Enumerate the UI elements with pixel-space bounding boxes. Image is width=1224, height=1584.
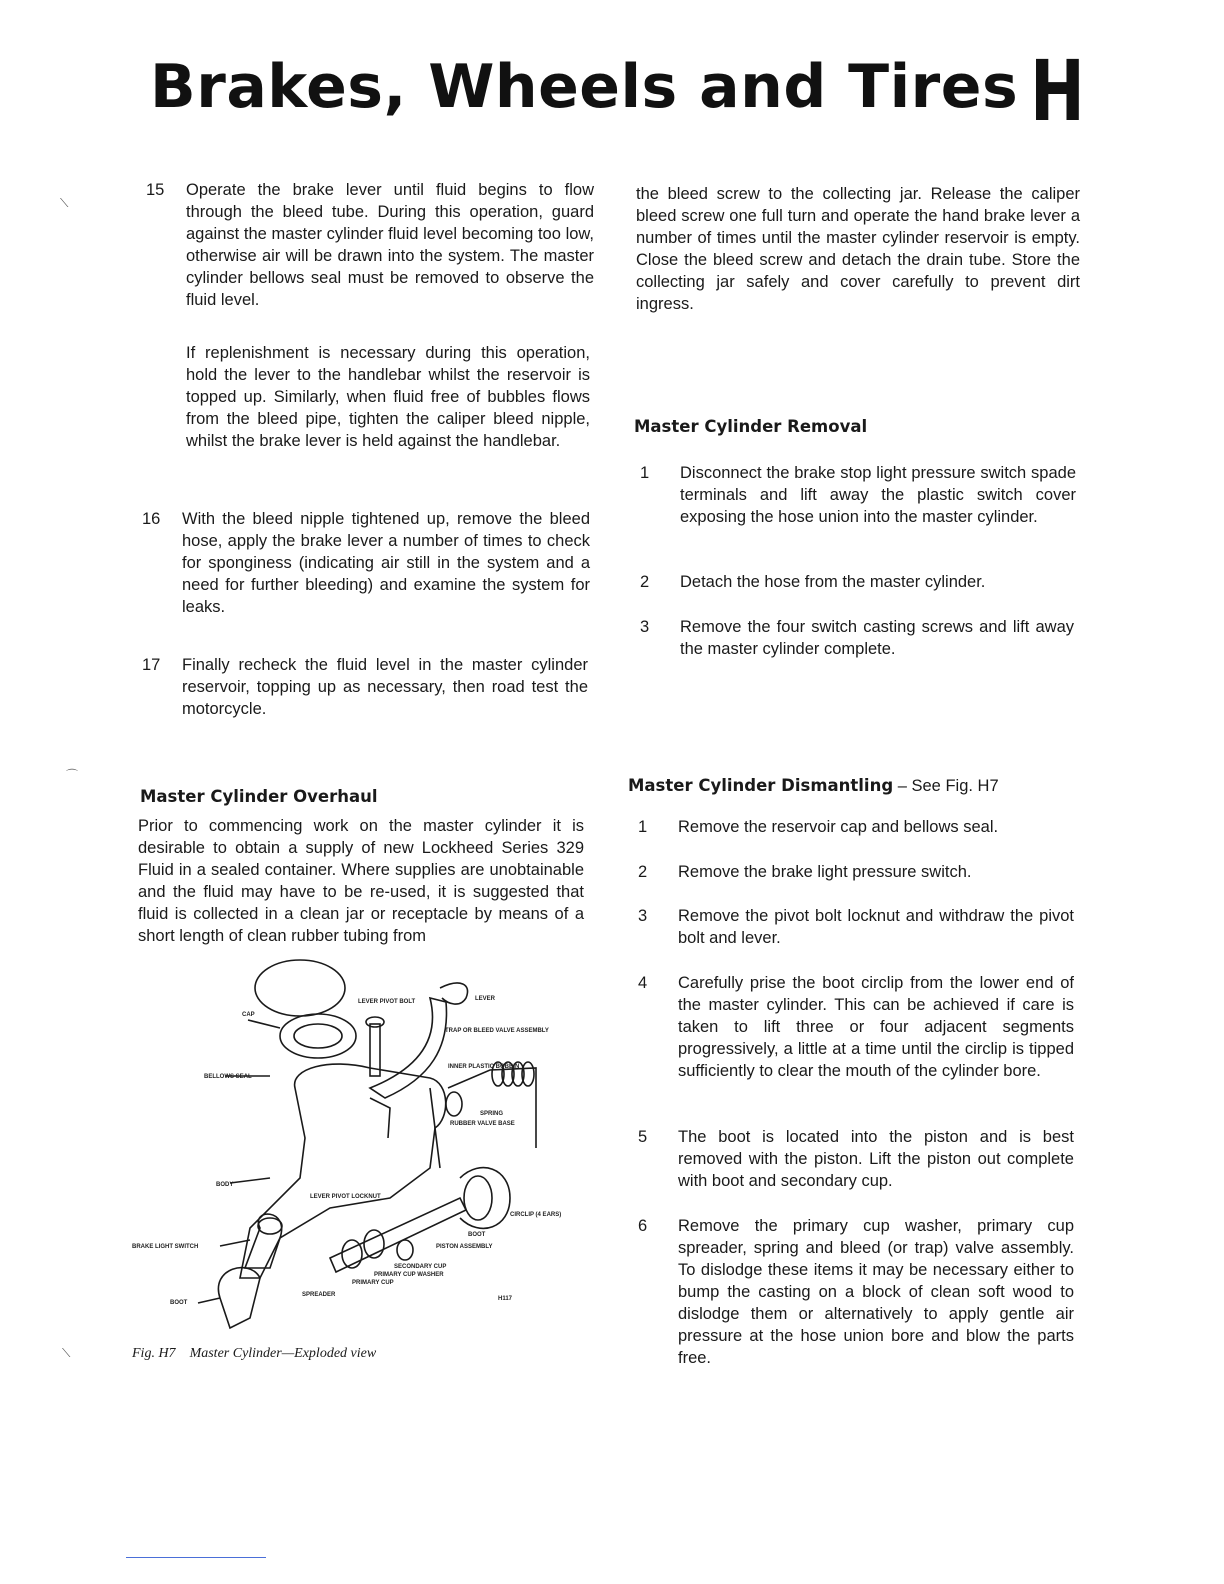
svg-text:H117: H117 bbox=[498, 1296, 513, 1302]
step-number: 16 bbox=[142, 510, 161, 528]
svg-text:BRAKE LIGHT SWITCH: BRAKE LIGHT SWITCH bbox=[132, 1244, 199, 1250]
step-number: 3 bbox=[640, 618, 650, 636]
page-title: Brakes, Wheels and Tires bbox=[150, 52, 1019, 122]
body-part bbox=[240, 1064, 446, 1278]
svg-text:LEVER: LEVER bbox=[475, 996, 496, 1002]
dismantling-heading-text: Master Cylinder Dismantling bbox=[628, 776, 894, 795]
step-17 bbox=[138, 654, 588, 720]
step-text: With the bleed nipple tightened up, remove the bleed hose, apply the brake lever a number of times to check for sponginess (indicating air still in the system and a need for further bleeding) and examine the system for leaks. bbox=[182, 510, 590, 616]
removal-step-1 bbox=[636, 462, 1076, 528]
svg-text:BOOT: BOOT bbox=[468, 1232, 486, 1238]
svg-text:PRIMARY CUP WASHER: PRIMARY CUP WASHER bbox=[374, 1272, 444, 1278]
bellows-seal-part bbox=[280, 1014, 356, 1058]
svg-text:PRIMARY CUP: PRIMARY CUP bbox=[352, 1280, 394, 1286]
svg-text:CAP: CAP bbox=[242, 1012, 255, 1018]
step-number: 15 bbox=[146, 181, 165, 199]
continuation-text: the bleed screw to the collecting jar. Release the caliper bleed screw one full turn and operate the hand brake lever a number of times until the master cylinder reservoir is empty. Close the bleed screw and detach the drain tube. Store the collecting jar safely and cover carefully to prevent dirt ingress. bbox=[636, 185, 1080, 313]
figure-number: Fig. H7 bbox=[132, 1346, 176, 1361]
dismantling-heading bbox=[628, 775, 999, 797]
figure-caption-text: Master Cylinder—Exploded view bbox=[189, 1346, 377, 1361]
step-15 bbox=[142, 179, 594, 311]
step-text: Remove the brake light pressure switch. bbox=[678, 863, 972, 881]
step-text: Carefully prise the boot circlip from the lower end of the master cylinder. This can be achieved if care is taken to lift three or four adjacent segments progressively, a little at a time until the circlip is tipped sufficiently to clear the mouth of the cylinder bore. bbox=[678, 974, 1074, 1080]
step-15-note: If replenishment is necessary during this operation, hold the lever to the handlebar whilst the reservoir is topped up. Similarly, when fluid free of bubbles flows from the bleed pipe, tighten the caliper bleed nipple, whilst the brake lever is held against the handlebar. bbox=[186, 344, 590, 450]
step-number: 1 bbox=[638, 818, 648, 836]
dismantling-step-6 bbox=[634, 1215, 1074, 1369]
footer-rule bbox=[126, 1557, 266, 1558]
step-text: Detach the hose from the master cylinder. bbox=[680, 573, 986, 591]
svg-text:CIRCLIP (4 EARS): CIRCLIP (4 EARS) bbox=[510, 1212, 562, 1218]
svg-text:SECONDARY CUP: SECONDARY CUP bbox=[394, 1264, 447, 1270]
dismantling-step-2 bbox=[634, 861, 1074, 883]
svg-text:SPRING: SPRING bbox=[480, 1111, 504, 1117]
step-text: Disconnect the brake stop light pressure switch spade terminals and lift away the plastic switch cover exposing the hose union into the master cylinder. bbox=[680, 464, 1076, 526]
cap-part bbox=[255, 960, 345, 1016]
step-number: 2 bbox=[638, 863, 648, 881]
step-text: Operate the brake lever until fluid begins to flow through the bleed tube. During this operation, guard against the master cylinder fluid level becoming too low, otherwise air will be drawn into the system. The master cylinder bellows seal must be removed to observe the fluid level. bbox=[186, 181, 594, 309]
svg-text:LEVER PIVOT LOCKNUT: LEVER PIVOT LOCKNUT bbox=[310, 1194, 381, 1200]
svg-text:BODY: BODY bbox=[216, 1182, 234, 1188]
step-number: 4 bbox=[638, 974, 648, 992]
step-text: Finally recheck the fluid level in the master cylinder reservoir, topping up as necessary, then road test the motorcycle. bbox=[182, 656, 588, 718]
svg-text:BOOT: BOOT bbox=[170, 1300, 188, 1306]
removal-heading: Master Cylinder Removal bbox=[634, 417, 868, 436]
svg-text:RUBBER VALVE BASE: RUBBER VALVE BASE bbox=[450, 1121, 515, 1127]
overhaul-heading: Master Cylinder Overhaul bbox=[140, 787, 378, 806]
section-letter: H bbox=[1030, 42, 1085, 140]
step-text: Remove the four switch casting screws and lift away the master cylinder complete. bbox=[680, 618, 1074, 658]
step-text: The boot is located into the piston and is best removed with the piston. Lift the piston out complete with boot and secondary cup. bbox=[678, 1128, 1074, 1190]
svg-text:INNER PLASTIC BOBBIN: INNER PLASTIC BOBBIN bbox=[448, 1064, 520, 1070]
margin-mark: ⟍ bbox=[62, 1346, 71, 1360]
step-16 bbox=[138, 508, 590, 618]
see-figure-reference: – See Fig. H7 bbox=[893, 777, 999, 795]
svg-text:TRAP OR BLEED VALVE ASSEMBLY: TRAP OR BLEED VALVE ASSEMBLY bbox=[445, 1028, 549, 1034]
step-text: Remove the reservoir cap and bellows seal. bbox=[678, 818, 999, 836]
master-cylinder-exploded-view bbox=[130, 958, 590, 1338]
piston-assembly-part bbox=[330, 1198, 466, 1272]
step-text: Remove the primary cup washer, primary cup spreader, spring and bleed (or trap) valve assembly. To dislodge these items it may be necessary either to bump the casting on a block of clean soft wood to dislodge them or alternatively to apply gentle air pressure at the hose union bore and blow the parts free. bbox=[678, 1217, 1074, 1367]
brake-light-switch-part bbox=[245, 1214, 282, 1268]
dismantling-step-5 bbox=[634, 1126, 1074, 1192]
svg-text:LEVER PIVOT BOLT: LEVER PIVOT BOLT bbox=[358, 999, 416, 1005]
step-number: 5 bbox=[638, 1128, 648, 1146]
step-number: 6 bbox=[638, 1217, 648, 1235]
step-number: 3 bbox=[638, 907, 648, 925]
circlip-part bbox=[460, 1168, 510, 1229]
overhaul-text: Prior to commencing work on the master cylinder it is desirable to obtain a supply of new Lockheed Series 329 Fluid in a sealed container. Where supplies are unobtainable and the fluid may have to be re-used, it is suggested that fluid is collected in a clean jar or receptacle by means of a short length of clean rubber tubing from bbox=[138, 817, 584, 945]
dismantling-step-1 bbox=[634, 816, 1074, 838]
removal-step-2 bbox=[636, 571, 1076, 593]
step-number: 2 bbox=[640, 573, 650, 591]
step-number: 1 bbox=[640, 464, 650, 482]
margin-mark: ⟍ bbox=[60, 196, 69, 210]
lever-part bbox=[370, 998, 446, 1098]
margin-mark: ⌒ bbox=[66, 768, 79, 782]
step-number: 17 bbox=[142, 656, 161, 674]
dismantling-step-4 bbox=[634, 972, 1074, 1082]
step-text: Remove the pivot bolt locknut and withdraw the pivot bolt and lever. bbox=[678, 907, 1074, 947]
svg-text:BELLOWS SEAL: BELLOWS SEAL bbox=[204, 1074, 252, 1080]
svg-text:SPREADER: SPREADER bbox=[302, 1292, 336, 1298]
removal-step-3 bbox=[636, 616, 1074, 660]
figure-caption bbox=[132, 1346, 376, 1362]
dismantling-step-3 bbox=[634, 905, 1074, 949]
boot-part bbox=[218, 1268, 260, 1328]
svg-text:PISTON ASSEMBLY: PISTON ASSEMBLY bbox=[436, 1244, 493, 1250]
